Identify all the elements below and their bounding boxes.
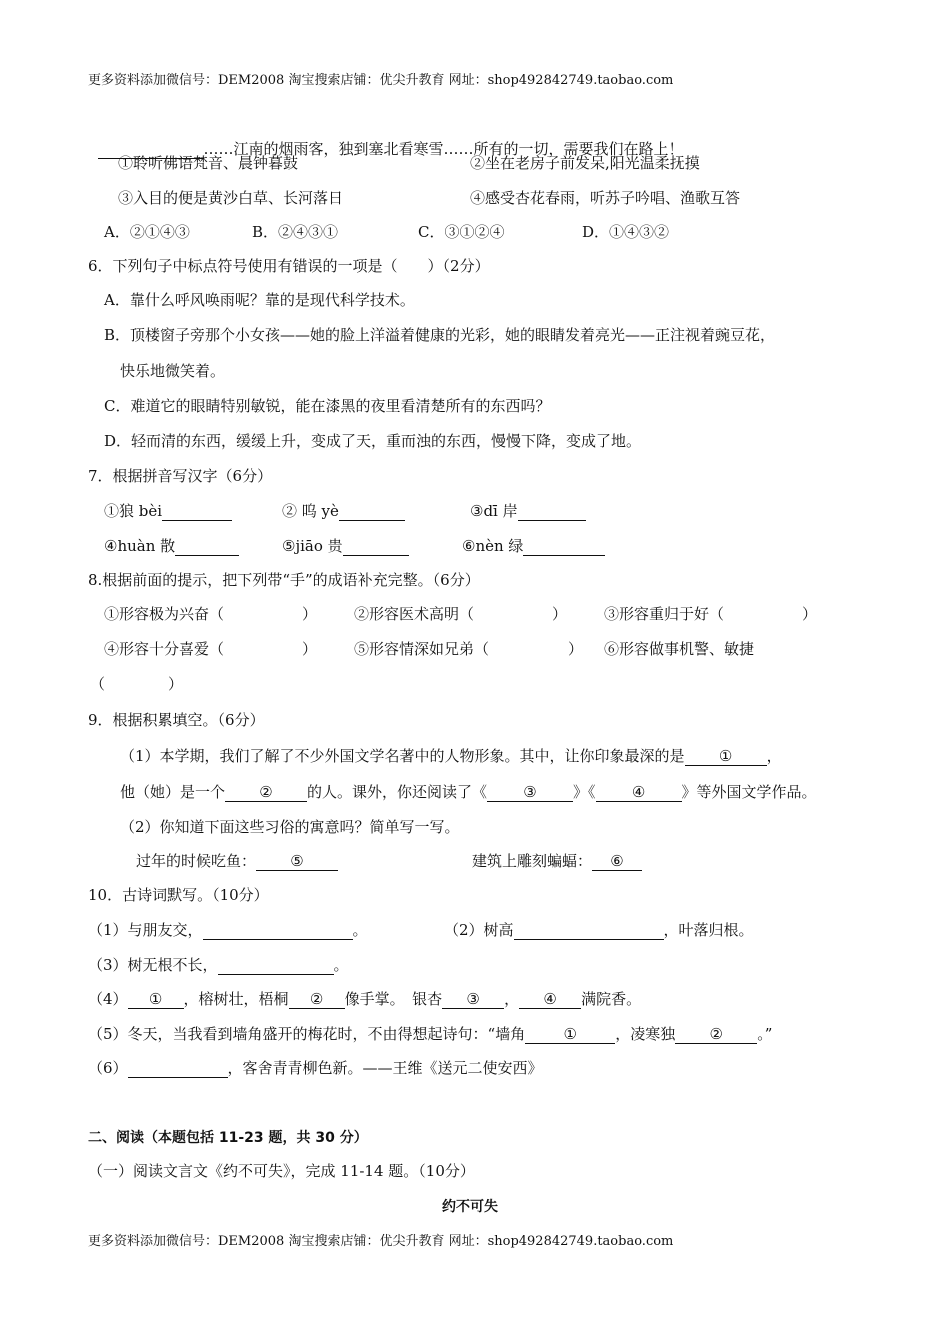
q5-option-b: B．②④③① bbox=[252, 223, 339, 241]
q10-l5b: ，客舍青青柳色新。——王维《送元二使安西》 bbox=[227, 1059, 543, 1077]
q9-p1-end: ， bbox=[766, 747, 782, 765]
q7-stem: 7．根据拼音写汉字（6分） bbox=[88, 467, 273, 485]
q10-line-6 bbox=[88, 1058, 543, 1078]
q8-item-5: ⑤形容情深如兄弟（ bbox=[354, 640, 490, 658]
q8-close: ） bbox=[568, 640, 584, 658]
q10-l3d: ， bbox=[504, 990, 520, 1008]
q10-blank: ② bbox=[675, 1025, 757, 1044]
q8-close: ） bbox=[168, 675, 184, 693]
q10-l1d: ，叶落归根。 bbox=[663, 921, 754, 939]
q10-line-5 bbox=[88, 1024, 772, 1044]
q10-l2a: （3）树无根不长， bbox=[88, 956, 218, 974]
q6-stem: 6．下列句子中标点符号使用有错误的一项是（ ）（2分） bbox=[88, 257, 490, 275]
q9-part2 bbox=[120, 782, 817, 802]
q8-close: ） bbox=[302, 605, 318, 623]
q9-stem: 9．根据积累填空。（6分） bbox=[88, 711, 265, 729]
q9-p4a: 过年的时候吃鱼： bbox=[136, 852, 257, 870]
q9-blank-6: ⑥ bbox=[592, 852, 642, 871]
q10-line-3 bbox=[88, 955, 349, 975]
q9-blank-2: ② bbox=[225, 783, 307, 802]
q10-l1b: 。 bbox=[352, 921, 368, 939]
q7-blank bbox=[343, 537, 409, 556]
q9-part1 bbox=[120, 746, 782, 766]
q9-p1-text: （1）本学期，我们了解了不少外国文学名著中的人物形象。其中，让你印象最深的是 bbox=[120, 747, 685, 765]
q7-item bbox=[104, 536, 239, 556]
q5-item-2: ②坐在老房子前发呆,阳光温柔抚摸 bbox=[470, 154, 700, 172]
q7-blank bbox=[162, 502, 232, 521]
q8-open: （ bbox=[90, 675, 106, 693]
q7-blank bbox=[175, 537, 239, 556]
q9-p2b: 的人。课外，你还阅读了《 bbox=[307, 783, 488, 801]
q7-item-1: ①狼 bèi bbox=[104, 502, 163, 520]
q10-blank: ③ bbox=[442, 990, 504, 1009]
q7-item bbox=[104, 501, 232, 521]
q10-blank bbox=[203, 921, 353, 940]
q9-blank-5: ⑤ bbox=[256, 852, 338, 871]
q10-l4c: 。” bbox=[757, 1025, 773, 1043]
q7-item bbox=[470, 501, 586, 521]
q8-stem: 8.根据前面的提示，把下列带“手”的成语补充完整。（6分） bbox=[88, 571, 480, 589]
q10-line-1 bbox=[88, 920, 368, 940]
q10-l4a: （5）冬天，当我看到墙角盛开的梅花时，不由得想起诗句：“墙角 bbox=[88, 1025, 526, 1043]
q6-option-b: B．顶楼窗子旁那个小女孩——她的脸上洋溢着健康的光彩，她的眼睛发着亮光——正注视着豌豆花， bbox=[104, 326, 776, 344]
q10-stem: 10．古诗词默写。（10分） bbox=[88, 886, 269, 904]
q10-line-1b bbox=[444, 920, 754, 940]
q10-l5a: （6） bbox=[88, 1059, 128, 1077]
q5-option-c: C．③①②④ bbox=[418, 223, 505, 241]
q10-line-4 bbox=[88, 989, 641, 1009]
q10-l3c: 像手掌。 银杏 bbox=[344, 990, 443, 1008]
q10-l2b: 。 bbox=[333, 956, 349, 974]
q8-item-1: ①形容极为兴奋（ bbox=[104, 605, 225, 623]
q10-l3e: 满院香。 bbox=[581, 990, 642, 1008]
q5-item-4: ④感受杏花春雨，听苏子吟唱、渔歌互答 bbox=[470, 189, 741, 207]
q10-blank bbox=[514, 921, 664, 940]
q9-blank-1: ① bbox=[685, 747, 767, 766]
q7-item-6: ⑥nèn 绿 bbox=[462, 537, 524, 555]
q5-stem-text: ……江南的烟雨客，独到塞北看寒雪……所有的一切，需要我们在路上！ bbox=[203, 140, 684, 158]
q9-fish bbox=[136, 851, 338, 871]
q7-item-2: ② 呜 yè bbox=[282, 502, 339, 520]
q8-item-4: ④形容十分喜爱（ bbox=[104, 640, 225, 658]
q6-option-c: C．难道它的眼睛特别敏锐，能在漆黑的夜里看清楚所有的东西吗？ bbox=[104, 397, 551, 415]
page-header: 更多资料添加微信号：DEM2008 淘宝搜索店铺：优尖升教育 网址：shop492842749.taobao.com bbox=[88, 73, 674, 88]
q10-blank: ④ bbox=[519, 990, 581, 1009]
q5-item-1: ①聆听佛语梵音、晨钟暮鼓 bbox=[118, 154, 299, 172]
section-2-title: 二、阅读（本题包括 11-23 题，共 30 分） bbox=[88, 1130, 368, 1146]
q10-blank: ① bbox=[525, 1025, 615, 1044]
q10-l3b: ，榕树壮，梧桐 bbox=[183, 990, 289, 1008]
section-2-subtitle: （一）阅读文言文《约不可失》，完成 11-14 题。（10分） bbox=[88, 1162, 475, 1180]
q9-p4b: 建筑上雕刻蝙蝠： bbox=[472, 852, 593, 870]
q5-item-3: ③入目的便是黄沙白草、长河落日 bbox=[118, 189, 344, 207]
q9-p2c: 》《 bbox=[573, 783, 596, 801]
q8-item-3: ③形容重归于好（ bbox=[604, 605, 725, 623]
q7-item-3: ③dī 岸 bbox=[470, 502, 518, 520]
q5-option-a: A．②①④③ bbox=[104, 223, 190, 241]
q9-part3: （2）你知道下面这些习俗的寓意吗？简单写一写。 bbox=[120, 818, 460, 836]
q9-blank-4: ④ bbox=[596, 783, 682, 802]
q9-p2d: 》等外国文学作品。 bbox=[681, 783, 817, 801]
q7-item bbox=[462, 536, 605, 556]
q7-blank bbox=[518, 502, 586, 521]
q7-blank bbox=[339, 502, 405, 521]
page-footer: 更多资料添加微信号：DEM2008 淘宝搜索店铺：优尖升教育 网址：shop492842749.taobao.com bbox=[88, 1234, 674, 1249]
q10-l3a: （4） bbox=[88, 990, 128, 1008]
q10-blank bbox=[218, 956, 334, 975]
q6-option-a: A．靠什么呼风唤雨呢？靠的是现代科学技术。 bbox=[104, 291, 415, 309]
q7-item bbox=[282, 536, 409, 556]
q7-item-5: ⑤jiāo 贵 bbox=[282, 537, 343, 555]
q10-l4b: ，凌寒独 bbox=[615, 1025, 676, 1043]
q9-bat bbox=[472, 851, 642, 871]
q8-item-6: ⑥形容做事机警、敏捷 bbox=[604, 640, 755, 658]
q8-close: ） bbox=[302, 640, 318, 658]
q10-blank: ② bbox=[289, 990, 345, 1009]
q5-option-d: D．①④③② bbox=[582, 223, 670, 241]
q10-blank: ① bbox=[128, 990, 184, 1009]
q10-l1a: （1）与朋友交， bbox=[88, 921, 203, 939]
passage-title: 约不可失 bbox=[442, 1199, 498, 1215]
q7-item bbox=[282, 501, 405, 521]
q8-close: ） bbox=[802, 605, 818, 623]
q6-option-b-cont: 快乐地微笑着。 bbox=[120, 362, 226, 380]
q9-blank-3: ③ bbox=[487, 783, 573, 802]
q6-option-d: D．轻而清的东西，缓缓上升，变成了天，重而浊的东西，慢慢下降，变成了地。 bbox=[104, 432, 642, 450]
q9-p2a: 他（她）是一个 bbox=[120, 783, 226, 801]
q8-item-2: ②形容医术高明（ bbox=[354, 605, 475, 623]
q7-blank bbox=[523, 537, 605, 556]
q10-l1c: （2）树高 bbox=[444, 921, 514, 939]
q8-close: ） bbox=[552, 605, 568, 623]
q7-item-4: ④huàn 散 bbox=[104, 537, 176, 555]
q10-blank bbox=[128, 1059, 228, 1078]
